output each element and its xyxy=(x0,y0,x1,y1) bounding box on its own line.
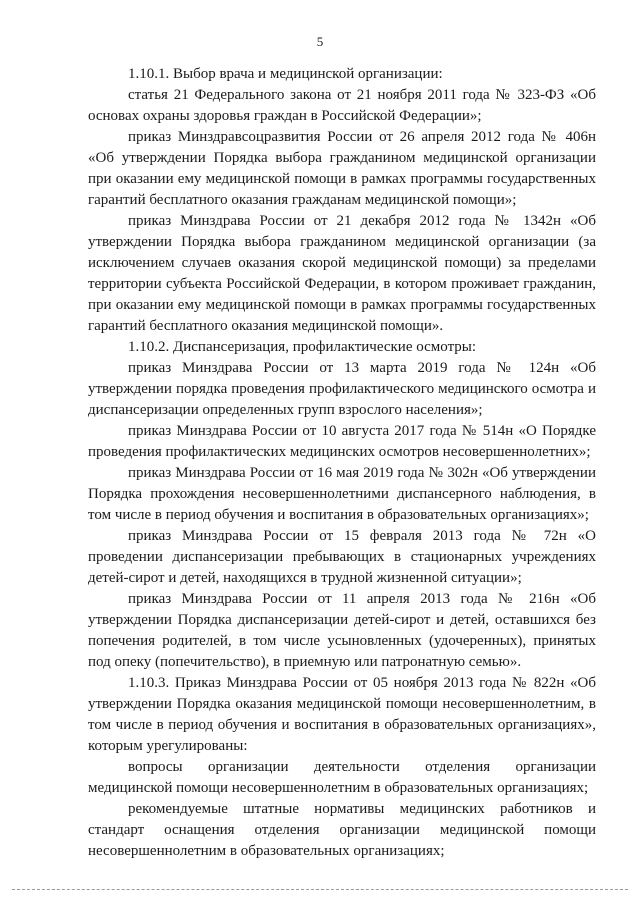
paragraph-law-323fz: статья 21 Федерального закона от 21 ноября 2011 года № 323-ФЗ «Об основах охраны здоровья граждан в Российской Федерации»; xyxy=(88,87,596,124)
paragraph-order-216n: приказ Минздрава России от 11 апреля 2013 года № 216н «Об утверждении Порядка диспансеризации детей-сирот и детей, оставшихся без попечения родителей, в том числе усыновленных (удочеренных), принятых под опеку (попечительство), в приемную или патронатную семью». xyxy=(88,591,596,670)
paragraph-staffing-standards: рекомендуемые штатные нормативы медицинских работников и стандарт оснащения отделения организации медицинской помощи несовершеннолетним в образовательных организациях; xyxy=(88,801,596,859)
section-heading-1-10-2: 1.10.2. Диспансеризация, профилактические осмотры: xyxy=(128,339,477,355)
paragraph-organization-issues: вопросы организации деятельности отделения организации медицинской помощи несовершеннолетним в образовательных организациях; xyxy=(88,759,596,796)
document-body xyxy=(88,64,596,862)
paragraph-order-124n: приказ Минздрава России от 13 марта 2019 года № 124н «Об утверждении порядка проведения профилактического медицинского осмотра и диспансеризации определенных групп взрослого населения»; xyxy=(88,360,596,418)
footer-divider xyxy=(12,889,628,890)
paragraph-order-514n: приказ Минздрава России от 10 августа 2017 года № 514н «О Порядке проведения профилактических медицинских осмотров несовершеннолетних»; xyxy=(88,423,596,460)
paragraph-order-72n: приказ Минздрава России от 15 февраля 2013 года № 72н «О проведении диспансеризации пребывающих в стационарных учреждениях детей-сирот и детей, находящихся в трудной жизненной ситуации»; xyxy=(88,528,596,586)
section-heading-1-10-1: 1.10.1. Выбор врача и медицинской организации: xyxy=(128,66,443,82)
section-heading-1-10-3: 1.10.3. Приказ Минздрава России от 05 ноября 2013 года № 822н «Об утверждении Порядка оказания медицинской помощи несовершеннолетним, в том числе в период обучения и воспитания в образовательных организациях», которым урегулированы: xyxy=(88,675,596,754)
paragraph-order-302n: приказ Минздрава России от 16 мая 2019 года № 302н «Об утверждении Порядка прохождения несовершеннолетними диспансерного наблюдения, в том числе в период обучения и воспитания в образовательных организациях»; xyxy=(88,465,596,523)
page-number: 5 xyxy=(316,34,324,49)
paragraph-order-406n: приказ Минздравсоцразвития России от 26 апреля 2012 года № 406н «Об утверждении Порядка выбора гражданином медицинской организации при оказании ему медицинской помощи в рамках программы государственных гарантий бесплатного оказания гражданам медицинской помощи»; xyxy=(88,129,596,208)
paragraph-order-1342n: приказ Минздрава России от 21 декабря 2012 года № 1342н «Об утверждении Порядка выбора гражданином медицинской организации (за исключением случаев оказания скорой медицинской помощи) за пределами территории субъекта Российской Федерации, в котором проживает гражданин, при оказании ему медицинской помощи в рамках программы государственных гарантий бесплатного оказания медицинской помощи». xyxy=(88,213,596,334)
